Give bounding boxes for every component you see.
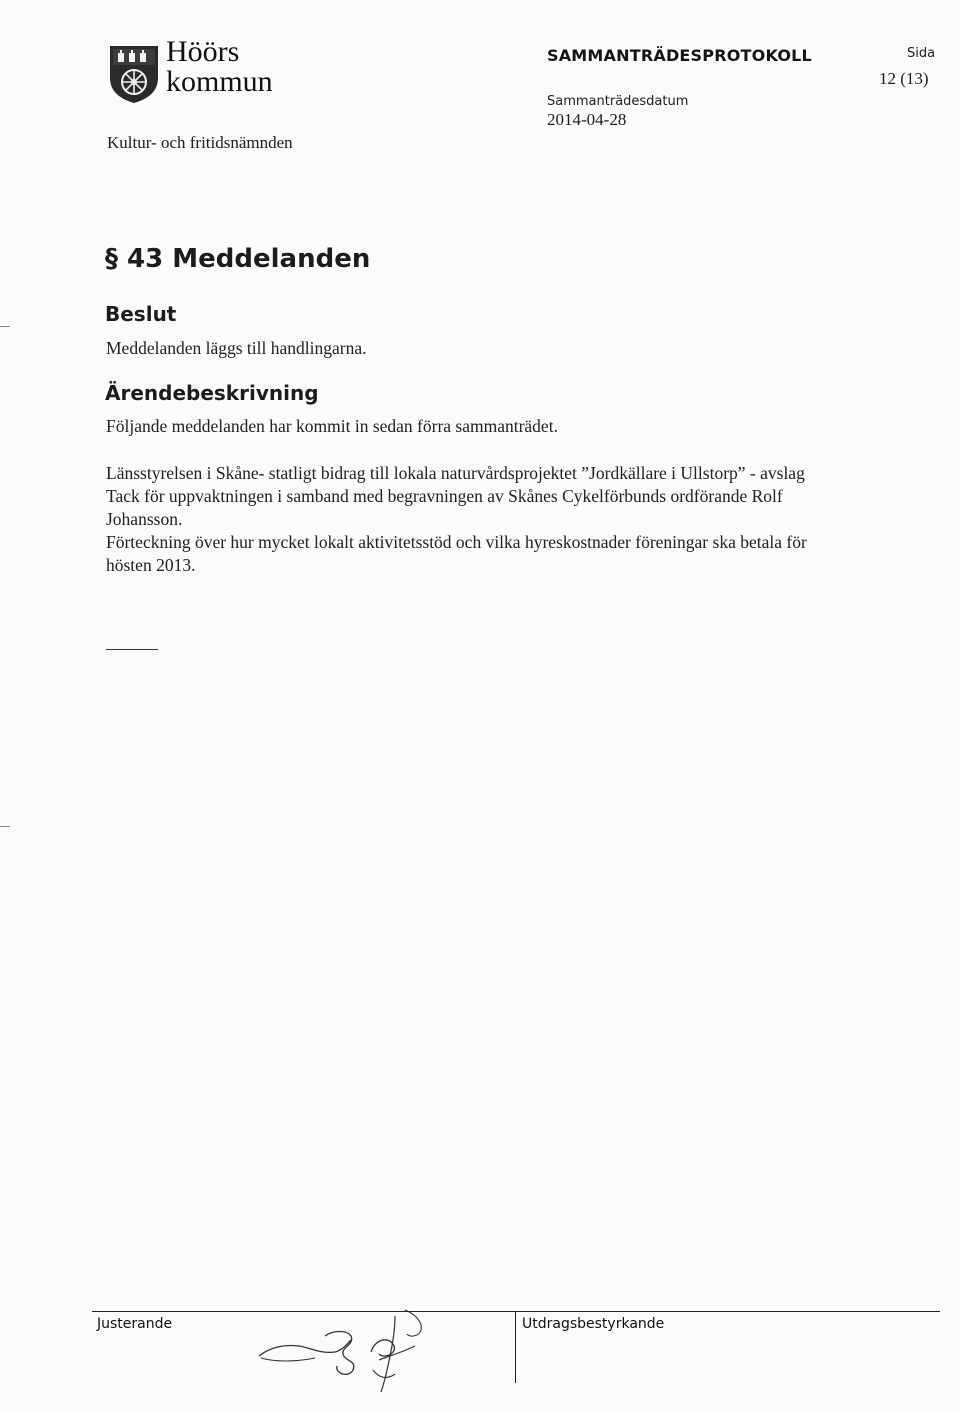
decision-text: Meddelanden läggs till handlingarna.	[106, 338, 367, 358]
page-number: 12 (13)	[879, 69, 929, 88]
margin-mark	[0, 826, 10, 827]
committee-name: Kultur- och fritidsnämnden	[107, 133, 293, 152]
meeting-date-label: Sammanträdesdatum	[547, 94, 689, 109]
municipality-name-logo: Höörs kommun	[166, 35, 273, 98]
section-end-rule	[106, 649, 158, 650]
message-item: Tack för uppvaktningen i samband med begravningen av Skånes Cykelförbunds ordförande Rolf	[106, 486, 783, 506]
message-item: Johansson.	[106, 509, 183, 529]
description-intro: Följande meddelanden har kommit in sedan förra sammanträdet.	[106, 416, 558, 436]
document-type: SAMMANTRÄDESPROTOKOLL	[547, 46, 812, 65]
handwritten-signature	[255, 1300, 435, 1395]
adjuster-label: Justerande	[97, 1316, 173, 1332]
page-label: Sida	[907, 46, 936, 61]
section-title: § 43 Meddelanden	[105, 244, 371, 274]
margin-mark	[0, 326, 10, 327]
message-item: Förteckning över hur mycket lokalt aktivitetsstöd och vilka hyreskostnader föreningar ska betala för	[106, 532, 807, 552]
decision-heading: Beslut	[105, 302, 177, 326]
message-item: Länsstyrelsen i Skåne- statligt bidrag till lokala naturvårdsprojektet ”Jordkällare i Ullstorp” - avslag	[106, 463, 805, 483]
footer-divider	[515, 1311, 516, 1383]
certification-label: Utdragsbestyrkande	[522, 1316, 665, 1332]
message-list	[106, 462, 807, 577]
municipality-crest-logo	[108, 44, 160, 104]
footer-rule	[92, 1311, 940, 1312]
meeting-date-value: 2014-04-28	[547, 110, 627, 129]
description-heading: Ärendebeskrivning	[105, 381, 319, 405]
message-item: hösten 2013.	[106, 555, 196, 575]
